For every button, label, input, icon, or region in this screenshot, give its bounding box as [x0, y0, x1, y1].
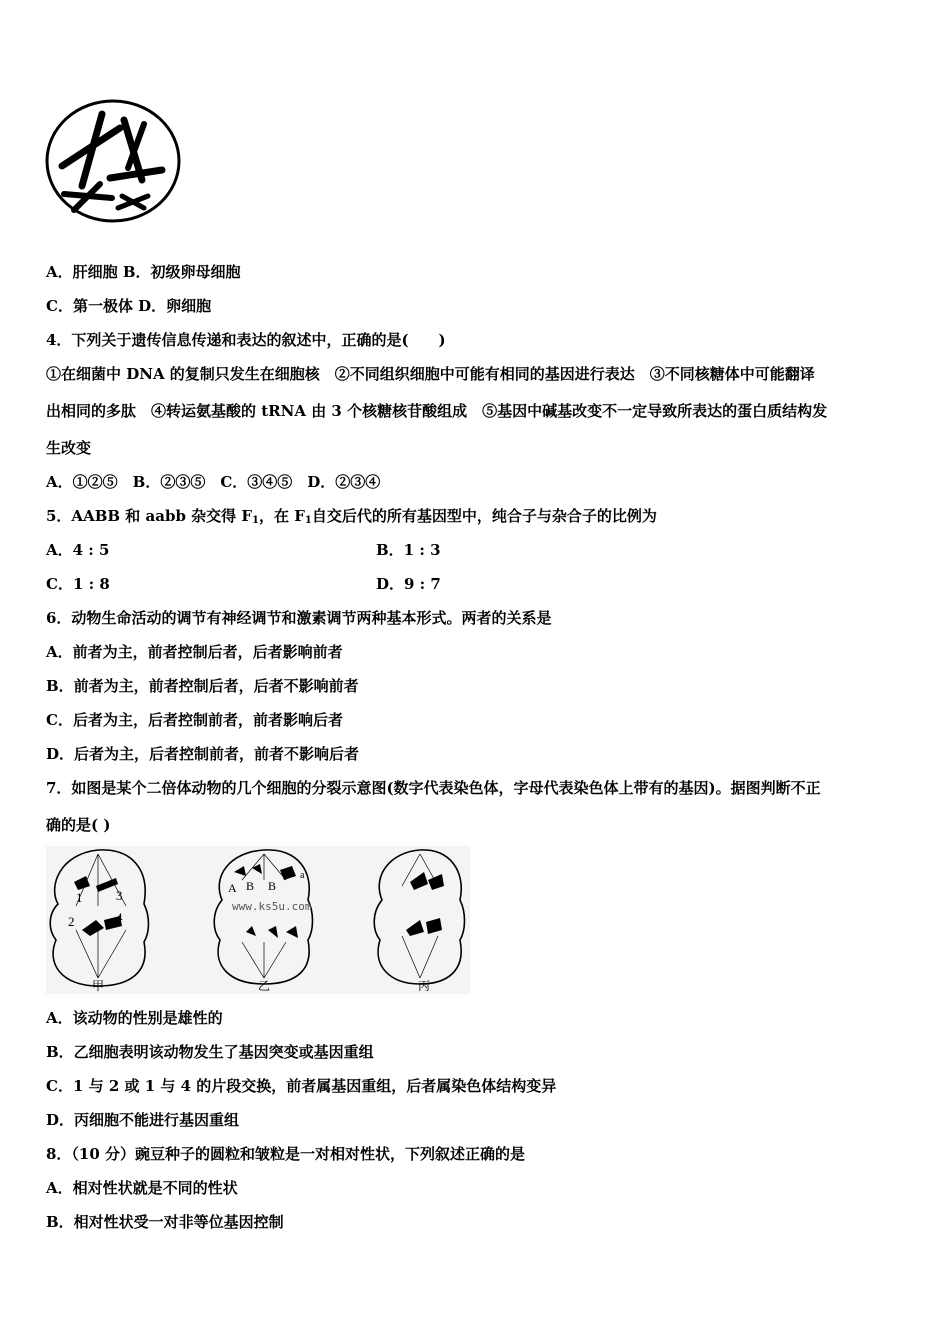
q7-option-c: C．1 与 2 或 1 与 4 的片段交换，前者属基因重组，后者属染色体结构变异: [46, 1077, 557, 1095]
q5-stem: 5．AABB 和 aabb 杂交得 $F_1$，在 $F_1$自交后代的所有基因型中，纯合子与杂合子的比例为: [46, 507, 657, 526]
q8-option-b: B．相对性状受一对非等位基因控制: [46, 1213, 284, 1231]
q3-options-line2: C．第一极体 D．卵细胞: [46, 297, 212, 315]
gene-label-b1: B: [246, 879, 255, 893]
gene-label-a-lower: a: [300, 870, 305, 881]
q4-options: A．①②⑤ B．②③⑤ C．③④⑤ D．②③④: [46, 473, 381, 491]
q7-stem-line2: 确的是( ): [46, 816, 111, 834]
q6-option-b: B．前者为主，前者控制后者，后者不影响前者: [46, 677, 359, 695]
label-num1: 1: [76, 890, 83, 905]
cell-chromosome-figure: [44, 98, 184, 224]
q5-option-b: B．1 : 3: [376, 541, 441, 559]
q6-option-c: C．后者为主，后者控制前者，前者影响后者: [46, 711, 343, 729]
q7-option-d: D．丙细胞不能进行基因重组: [46, 1111, 240, 1129]
q5-option-a: A．4 : 5: [46, 541, 110, 559]
q8-stem: 8．（10 分）豌豆种子的圆粒和皱粒是一对相对性状，下列叙述正确的是: [46, 1145, 526, 1163]
label-bing: 丙: [418, 979, 431, 993]
q7-stem-line1: 7．如图是某个二倍体动物的几个细胞的分裂示意图(数字代表染色体，字母代表染色体上带有的基因)。据图判断不正: [46, 779, 821, 797]
q4-body-line2: 出相同的多肽 ④转运氨基酸的 tRNA 由 3 个核糖核苷酸组成 ⑤基因中碱基改变不一定导致所表达的蛋白质结构发: [46, 402, 828, 420]
label-yi: 乙: [258, 979, 271, 993]
label-num2: 2: [68, 914, 75, 929]
q3-options-line1: A．肝细胞 B．初级卵母细胞: [46, 263, 241, 281]
q4-stem: 4．下列关于遗传信息传递和表达的叙述中，正确的是( ): [46, 331, 446, 349]
label-jia: 甲: [92, 979, 105, 993]
gene-label-a-upper: A: [228, 881, 237, 895]
q5-option-c: C．1 : 8: [46, 575, 110, 593]
q7-option-b: B．乙细胞表明该动物发生了基因突变或基因重组: [46, 1043, 374, 1061]
cell-division-figure: [46, 846, 470, 994]
label-num4: 4: [116, 910, 123, 925]
q7-option-a: A．该动物的性别是雄性的: [46, 1009, 223, 1027]
q8-option-a: A．相对性状就是不同的性状: [46, 1179, 238, 1197]
q4-body-line1: ①在细菌中 DNA 的复制只发生在细胞核 ②不同组织细胞中可能有相同的基因进行表达 ③不同核糖体中可能翻译: [46, 365, 815, 383]
q5-option-d: D．9 : 7: [376, 575, 441, 593]
watermark: www.ks5u.com: [232, 900, 312, 913]
q6-option-d: D．后者为主，后者控制前者，前者不影响后者: [46, 745, 360, 763]
q4-body-line3: 生改变: [46, 439, 92, 457]
q6-stem: 6．动物生命活动的调节有神经调节和激素调节两种基本形式。两者的关系是: [46, 609, 552, 627]
q6-option-a: A．前者为主，前者控制后者，后者影响前者: [46, 643, 343, 661]
label-num3: 3: [116, 888, 123, 903]
gene-label-b2: B: [268, 879, 277, 893]
